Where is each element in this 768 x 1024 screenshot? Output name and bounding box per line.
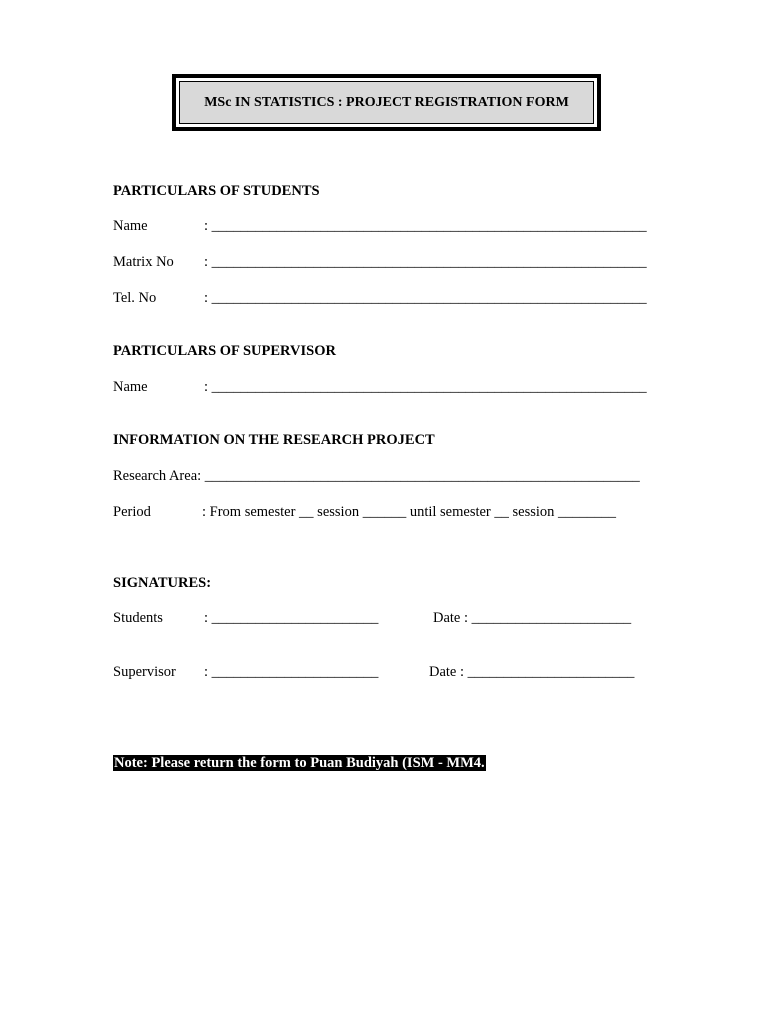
matrix-no-field[interactable]: : ____________________________________________________________	[204, 254, 647, 270]
student-name-label: Name	[113, 218, 148, 234]
tel-no-label: Tel. No	[113, 290, 157, 306]
students-heading: PARTICULARS OF STUDENTS	[113, 183, 320, 199]
supervisor-name-field[interactable]: : ____________________________________________________________	[204, 379, 647, 395]
form-title-box	[172, 74, 601, 131]
students-signature-label: Students	[113, 610, 163, 626]
student-name-field[interactable]: : ____________________________________________________________	[204, 218, 647, 234]
supervisor-signature-label: Supervisor	[113, 664, 176, 680]
signatures-heading: SIGNATURES:	[113, 575, 212, 591]
return-note-container	[113, 754, 486, 772]
period-field[interactable]: : From semester __ session ______ until semester __ session ________	[202, 504, 617, 520]
period-label: Period	[113, 504, 151, 520]
supervisor-heading: PARTICULARS OF SUPERVISOR	[113, 343, 336, 359]
research-area-field[interactable]: Research Area: ____________________________________________________________	[113, 468, 640, 484]
tel-no-field[interactable]: : ____________________________________________________________	[204, 290, 647, 306]
students-signature-field[interactable]: : _______________________	[204, 610, 379, 626]
return-note: Note: Please return the form to Puan Budiyah (ISM - MM4.	[114, 755, 485, 771]
supervisor-signature-field[interactable]: : _______________________	[204, 664, 379, 680]
students-date-field[interactable]: Date : ______________________	[433, 610, 632, 626]
project-heading: INFORMATION ON THE RESEARCH PROJECT	[113, 432, 435, 448]
matrix-no-label: Matrix No	[113, 254, 174, 270]
supervisor-date-field[interactable]: Date : _______________________	[429, 664, 635, 680]
supervisor-name-label: Name	[113, 379, 148, 395]
form-title: MSc IN STATISTICS : PROJECT REGISTRATION FORM	[204, 94, 569, 110]
form-title-panel	[179, 81, 594, 124]
